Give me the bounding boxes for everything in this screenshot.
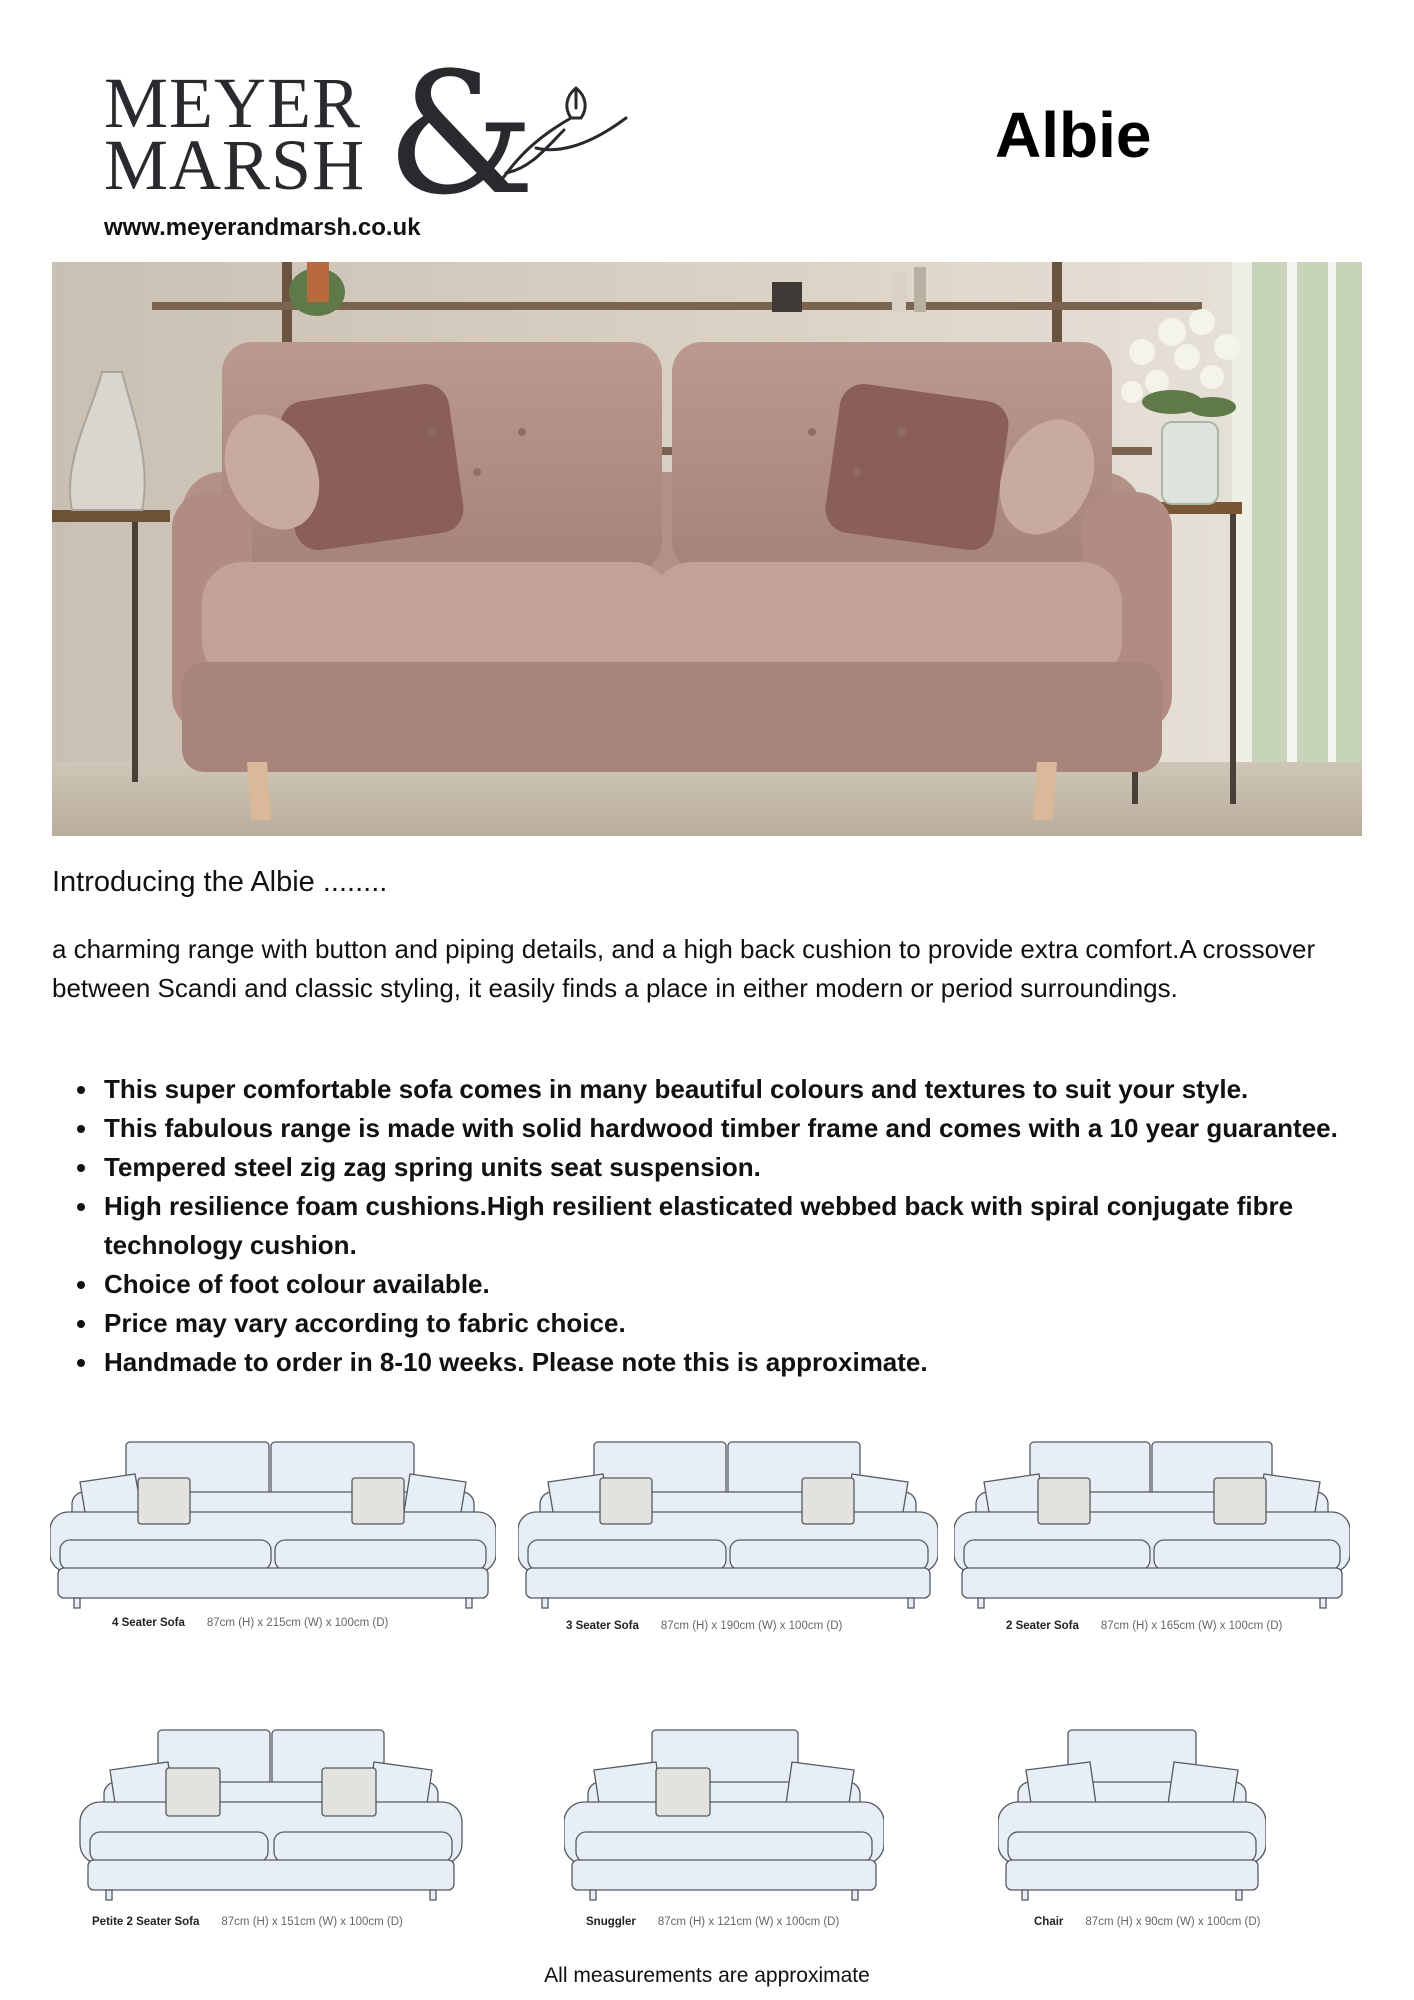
feature-item: • Choice of foot colour available. (100, 1265, 1414, 1304)
diagram-chair (998, 1722, 1266, 1928)
website-url[interactable]: www.meyerandmarsh.co.uk (104, 214, 421, 241)
brand-name-line-2: MARSH (104, 125, 366, 205)
model-dimensions: 87cm (H) x 90cm (W) x 100cm (D) (1085, 1916, 1261, 1928)
intro-heading: Introducing the Albie ........ (52, 866, 388, 898)
brand-name-line-1: MEYER (104, 63, 361, 143)
diagram-4-seater (50, 1432, 496, 1629)
feature-item: • Price may vary according to fabric choice. (100, 1304, 1414, 1343)
diagram-3-seater (518, 1432, 938, 1632)
model-name: Chair (1034, 1916, 1064, 1928)
diagram-2-seater (954, 1432, 1350, 1632)
model-label (586, 1916, 839, 1928)
model-label (112, 1617, 388, 1629)
intro-paragraph: a charming range with button and piping details, and a high back cushion to provide extra comfort.A crossover between Scandi and classic styling, it easily finds a place in either modern or period surroundings. (52, 934, 1316, 1003)
pink-sofa-photo (52, 262, 1362, 836)
sofa-outline-icon (564, 1722, 884, 1912)
model-name: Petite 2 Seater Sofa (92, 1916, 200, 1928)
feature-item: • Handmade to order in 8-10 weeks. Please note this is approximate. (100, 1343, 1414, 1382)
model-name: 3 Seater Sofa (566, 1620, 639, 1632)
diagram-petite-2-seater (76, 1722, 466, 1928)
feature-item: • High resilience foam cushions.High resilient elasticated webbed back with spiral conjugate fibre technology cushion. (100, 1187, 1414, 1265)
model-name: 4 Seater Sofa (112, 1617, 185, 1629)
model-name: Snuggler (586, 1916, 636, 1928)
sofa-outline-icon (76, 1722, 466, 1912)
model-dimensions: 87cm (H) x 121cm (W) x 100cm (D) (657, 1916, 840, 1928)
sofa-outline-icon (998, 1722, 1266, 1912)
model-label (1006, 1620, 1282, 1632)
tulip-icon (476, 78, 646, 198)
model-label (566, 1620, 842, 1632)
diagram-snuggler (564, 1722, 884, 1928)
sofa-outline-icon (50, 1432, 496, 1622)
model-name: 2 Seater Sofa (1006, 1620, 1079, 1632)
feature-item: • This super comfortable sofa comes in many beautiful colours and textures to suit your style. (100, 1070, 1414, 1109)
feature-item: • Tempered steel zig zag spring units seat suspension. (100, 1148, 1414, 1187)
brand-name (104, 63, 366, 205)
model-label (1034, 1916, 1260, 1928)
product-title: Albie (995, 99, 1152, 171)
feature-list (52, 1070, 1414, 1382)
model-dimensions: 87cm (H) x 151cm (W) x 100cm (D) (221, 1916, 403, 1928)
model-label (92, 1916, 403, 1928)
brand-ampersand: & (386, 36, 536, 232)
feature-item: • This fabulous range is made with solid hardwood timber frame and comes with a 10 year guarantee. (100, 1109, 1414, 1148)
model-dimensions: 87cm (H) x 190cm (W) x 100cm (D) (660, 1620, 843, 1632)
measurements-footnote: All measurements are approximate (544, 1964, 870, 1987)
model-dimensions: 87cm (H) x 165cm (W) x 100cm (D) (1100, 1620, 1283, 1632)
model-dimensions: 87cm (H) x 215cm (W) x 100cm (D) (206, 1617, 389, 1629)
sofa-outline-icon (518, 1432, 938, 1622)
sofa-outline-icon (954, 1432, 1350, 1622)
